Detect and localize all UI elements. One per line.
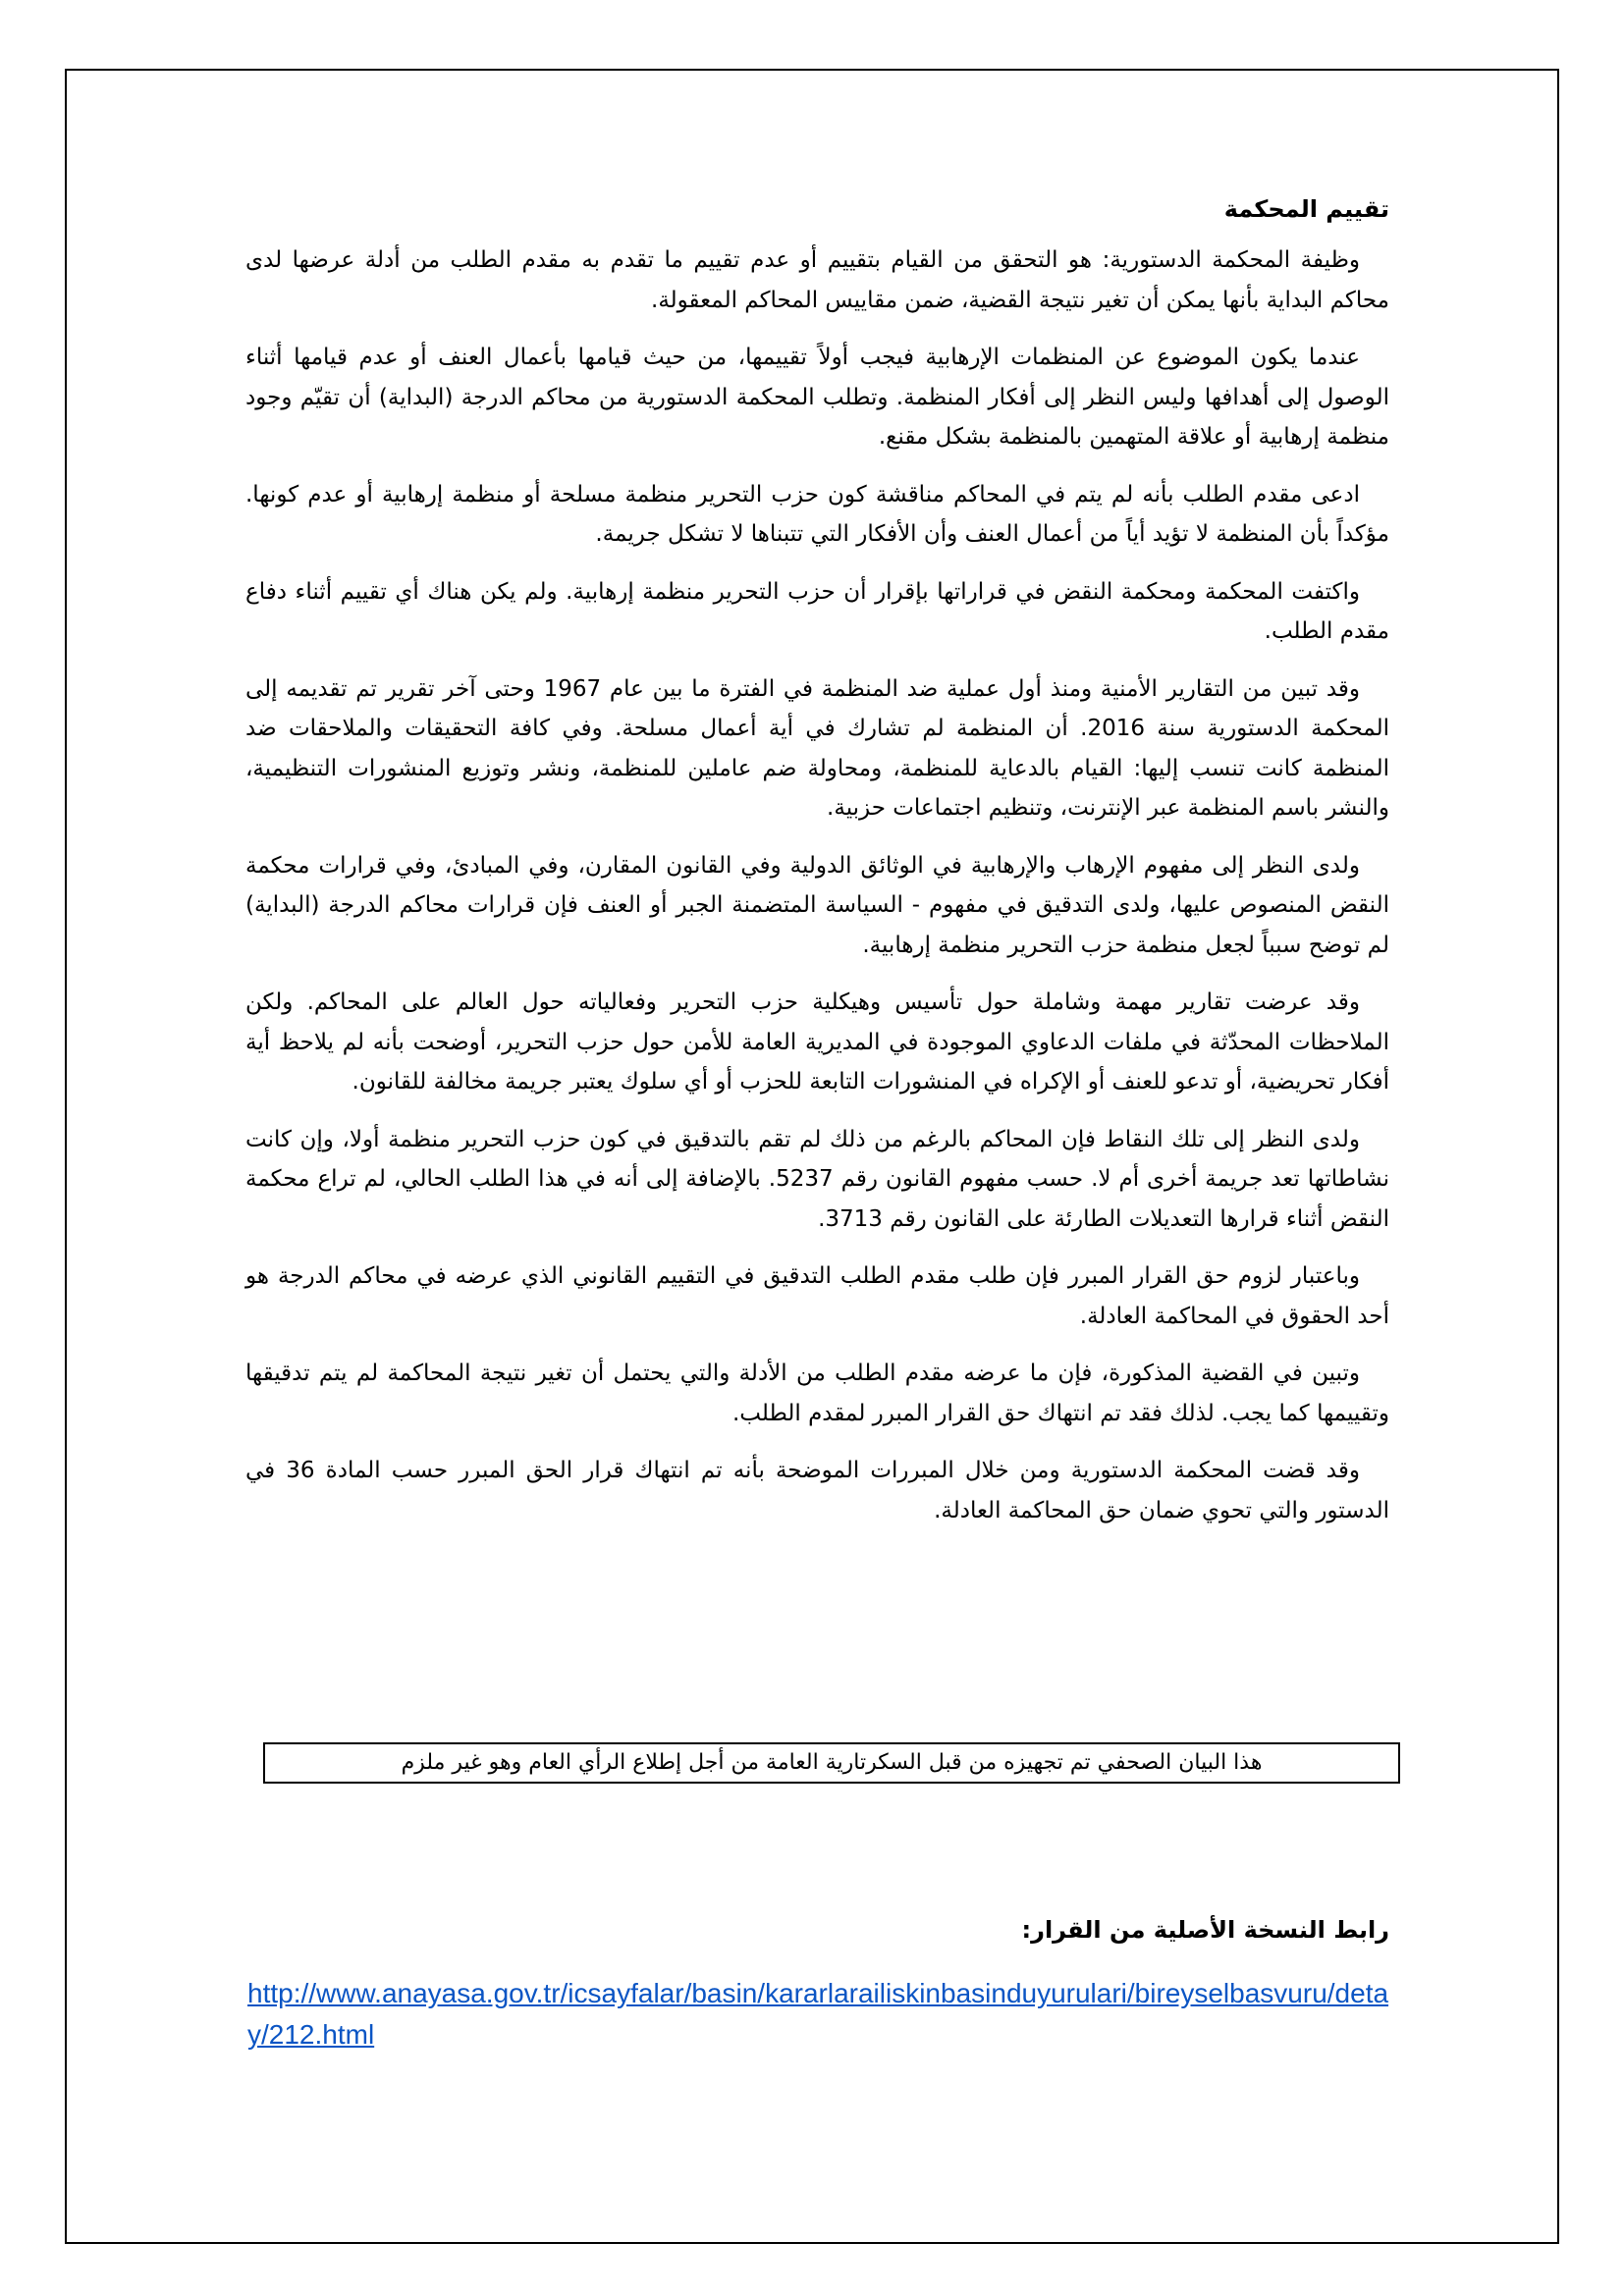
- paragraph-10: وتبين في القضية المذكورة، فإن ما عرضه مقدم الطلب من الأدلة والتي يحتمل أن تغير نتيجة المحاكمة لم يتم تدقيقها وتقييمها كما يجب. لذلك فقد تم انتهاك حق القرار المبرر لمقدم الطلب.: [245, 1361, 1389, 1426]
- paragraph-4: واكتفت المحكمة ومحكمة النقض في قراراتها بإقرار أن حزب التحرير منظمة إرهابية. ولم يكن هناك أي تقييم أثناء دفاع مقدم الطلب.: [245, 578, 1389, 644]
- paragraph-7: وقد عرضت تقارير مهمة وشاملة حول تأسيس وهيكلية حزب التحرير وفعالياته حول العالم على المحاكم. ولكن الملاحظات المحدّثة في ملفات الدعاوي الموجودة في المديرية العامة للأمن حول حزب التحرير، أوضحت بأنه لم يلاحظ أية أفكار تحريضية، أو تدعو للعنف أو الإكراه في المنشورات التابعة للحزب أو أي سلوك يعتبر جريمة مخالفة للقانون.: [245, 989, 1389, 1095]
- press-release-notice: هذا البيان الصحفي تم تجهيزه من قبل السكرتارية العامة من أجل إطلاع الرأي العام وهو غير ملزم: [263, 1742, 1400, 1784]
- original-decision-link[interactable]: http://www.anayasa.gov.tr/icsayfalar/basin/kararlarailiskinbasinduyurulari/bireyselbasvuru/detay/212.html: [247, 1978, 1389, 2050]
- document-body: [245, 191, 1389, 1548]
- paragraph-1: وظيفة المحكمة الدستورية: هو التحقق من القيام بتقييم أو عدم تقييم ما تقدم به مقدم الطلب من أدلة عرضها لدى محاكم البداية بأنها يمكن أن تغير نتيجة القضية، ضمن مقاييس المحاكم المعقولة.: [245, 247, 1389, 313]
- original-decision-link-label: رابط النسخة الأصلية من القرار:: [1021, 1916, 1389, 1944]
- section-heading: تقييم المحكمة: [1223, 195, 1389, 223]
- paragraph-8: ولدى النظر إلى تلك النقاط فإن المحاكم بالرغم من ذلك لم تقم بالتدقيق في كون حزب التحرير منظمة أولا، وإن كانت نشاطاتها تعد جريمة أخرى أم لا. حسب مفهوم القانون رقم 5237. بالإضافة إلى أنه في هذا الطلب الحالي، لم تراع محكمة النقض أثناء قرارها التعديلات الطارئة على القانون رقم 3713.: [245, 1126, 1389, 1232]
- paragraph-2: عندما يكون الموضوع عن المنظمات الإرهابية فيجب أولاً تقييمها، من حيث قيامها بأعمال العنف أو عدم قيامها أثناء الوصول إلى أهدافها وليس النظر إلى أفكار المنظمة. وتطلب المحكمة الدستورية من محاكم الدرجة (البداية) أن تقيّم وجود منظمة إرهابية أو علاقة المتهمين بالمنظمة بشكل مقنع.: [245, 345, 1389, 450]
- paragraph-6: ولدى النظر إلى مفهوم الإرهاب والإرهابية في الوثائق الدولية وفي القانون المقارن، وفي المبادئ، وفي قرارات محكمة النقض المنصوص عليها، ولدى التدقيق في مفهوم - السياسة المتضمنة الجبر أو العنف فإن قرارات محاكم الدرجة (البداية) لم توضح سبباً لجعل منظمة حزب التحرير منظمة إرهابية.: [245, 852, 1389, 958]
- paragraph-3: ادعى مقدم الطلب بأنه لم يتم في المحاكم مناقشة كون حزب التحرير منظمة مسلحة أو منظمة إرهابية أو عدم كونها. مؤكداً بأن المنظمة لا تؤيد أياً من أعمال العنف وأن الأفكار التي تتبناها لا تشكل جريمة.: [245, 481, 1389, 547]
- paragraph-11: وقد قضت المحكمة الدستورية ومن خلال المبررات الموضحة بأنه تم انتهاك قرار الحق المبرر حسب المادة 36 في الدستور والتي تحوي ضمان حق المحاكمة العادلة.: [245, 1458, 1389, 1523]
- paragraph-9: وباعتبار لزوم حق القرار المبرر فإن طلب مقدم الطلب التدقيق في التقييم القانوني الذي عرضه في محاكم الدرجة هو أحد الحقوق في المحاكمة العادلة.: [245, 1263, 1389, 1329]
- paragraph-5: وقد تبين من التقارير الأمنية ومنذ أول عملية ضد المنظمة في الفترة ما بين عام 1967 وحتى آخر تقرير تم تقديمه إلى المحكمة الدستورية سنة 2016. أن المنظمة لم تشارك في أية أعمال مسلحة. وفي كافة التحقيقات والملاحقات ضد المنظمة كانت تنسب إليها: القيام بالدعاية للمنظمة، ومحاولة ضم عاملين للمنظمة، ونشر وتوزيع المنشورات التنظيمية، والنشر باسم المنظمة عبر الإنترنت، وتنظيم اجتماعات حزبية.: [245, 675, 1389, 821]
